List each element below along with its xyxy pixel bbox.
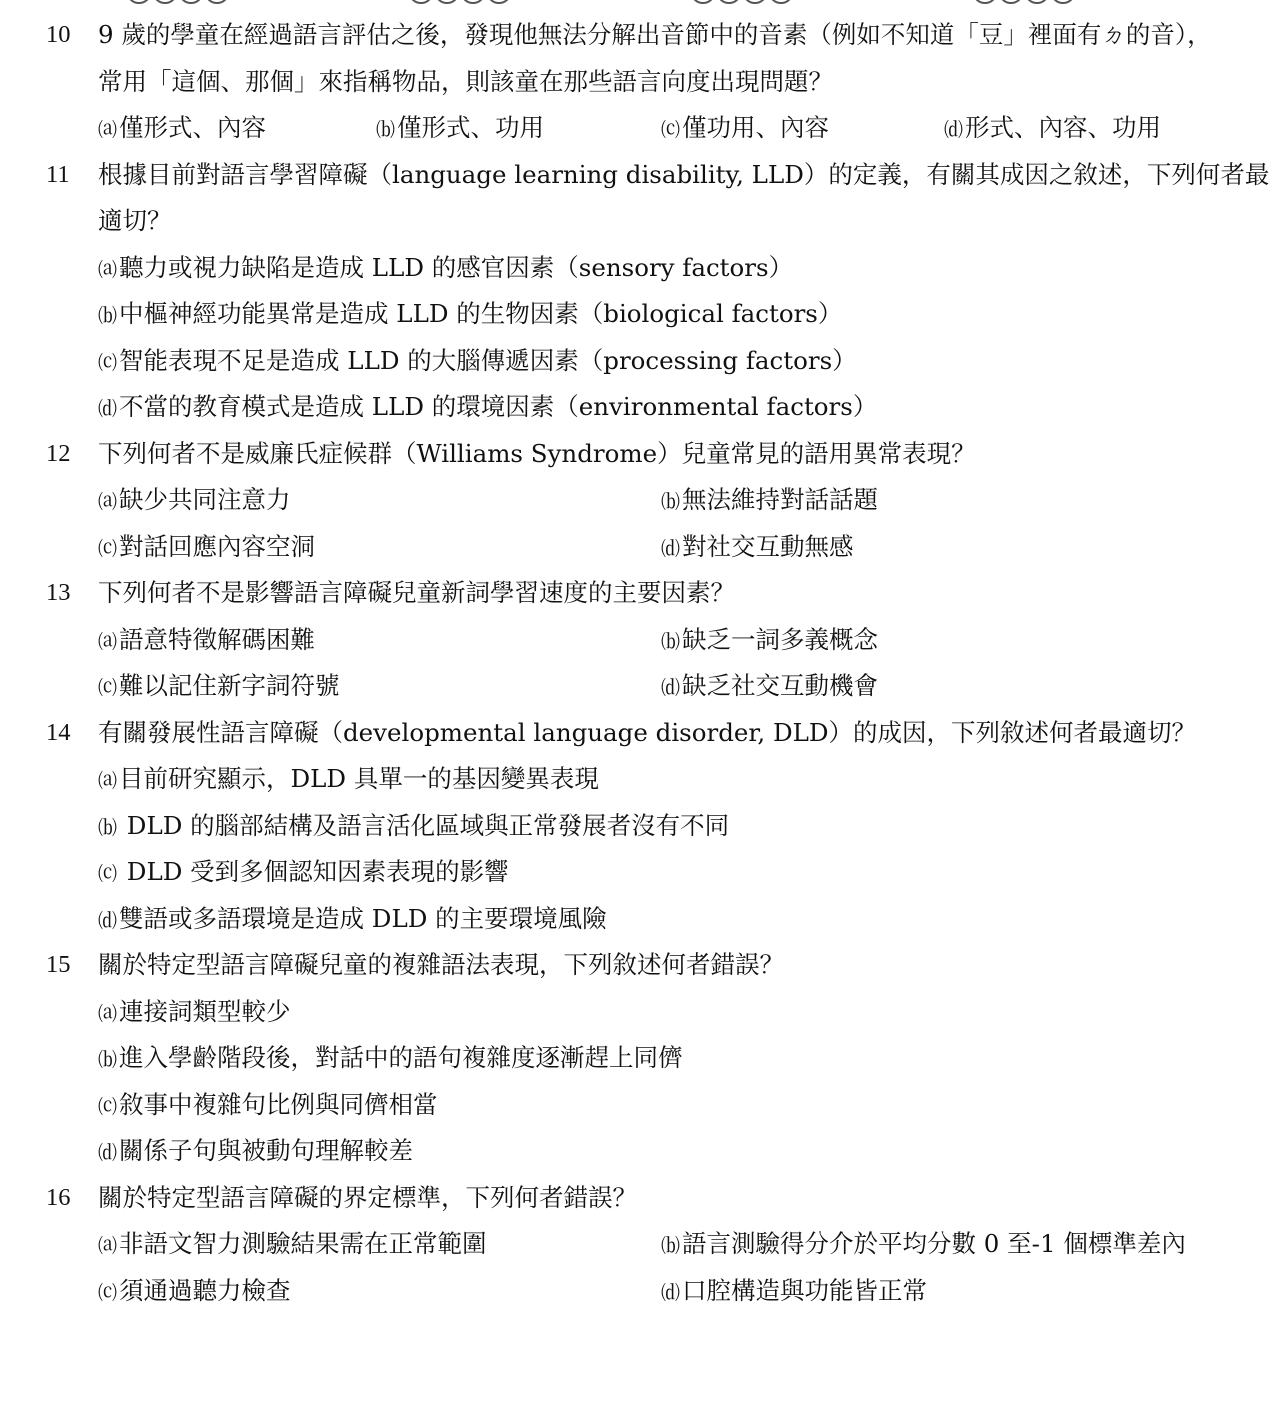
option-c: [98, 1082, 438, 1131]
option-label: ⒜: [98, 770, 118, 792]
question-number: 15: [46, 951, 71, 978]
option-c: [98, 849, 509, 898]
option-d: [98, 1128, 413, 1177]
option-b: [661, 477, 878, 526]
option-label: ⒜: [98, 258, 118, 281]
option-text: 缺乏一詞多義概念: [682, 624, 879, 654]
option-text: 對話回應內容空洞: [119, 531, 316, 561]
option-label: ⒟: [661, 1281, 681, 1304]
option-a: [98, 617, 315, 666]
option-label: ⒝: [98, 816, 118, 839]
question-number: 16: [46, 1183, 71, 1211]
option-label: ⒟: [661, 677, 681, 699]
option-text: 僅形式、功用: [397, 113, 545, 142]
option-text: 須通過聽力檢查: [119, 1275, 291, 1305]
option-label: ⒞: [661, 119, 681, 141]
option-a: [98, 245, 793, 294]
question-number: 13: [46, 579, 71, 606]
option-b: [98, 803, 729, 852]
option-text: 缺乏社交互動機會: [682, 671, 879, 700]
question-number: 14: [46, 718, 71, 746]
option-d: [98, 896, 607, 945]
option-d: [944, 105, 1161, 154]
option-text: 雙語或多語環境是造成 DLD 的主要環境風險: [119, 903, 607, 933]
option-label: ⒟: [98, 909, 118, 932]
option-label: ⒟: [98, 398, 118, 420]
option-b: [98, 1035, 683, 1084]
option-label: ⒝: [661, 491, 681, 513]
option-text: 目前研究顯示，DLD 具單一的基因變異表現: [119, 764, 599, 793]
question-16: [0, 1175, 1274, 1315]
question-stem: 根據目前對語言學習障礙（language learning disability, LLD）的定義，有關其成因之敘述，下列何者最: [98, 159, 1270, 189]
option-label: ⒞: [98, 1095, 118, 1118]
option-label: ⒝: [98, 305, 118, 327]
option-label: ⒟: [98, 1142, 118, 1164]
option-label: ⒞: [98, 1281, 118, 1304]
option-label: ⒜: [98, 1235, 118, 1257]
option-text: 無法維持對話話題: [682, 485, 879, 514]
option-text: 僅功用、內容: [682, 113, 830, 142]
option-a: [98, 756, 599, 805]
question-10: [0, 12, 1274, 152]
option-label: ⒝: [376, 119, 396, 141]
question-stem: 下列何者不是威廉氏症候群（Williams Syndrome）兒童常見的語用異常表現？: [98, 438, 976, 468]
question-stem: 關於特定型語言障礙的界定標準，下列何者錯誤？: [98, 1182, 637, 1212]
option-b: [661, 617, 878, 666]
option-label: ⒝: [98, 1049, 118, 1071]
option-c: [98, 1268, 291, 1317]
previous-page-answer-marks: [0, 0, 1274, 6]
option-text: 語意特徵解碼困難: [119, 624, 316, 654]
option-c: [98, 338, 857, 387]
option-label: ⒜: [98, 491, 118, 513]
option-b: [376, 105, 544, 154]
option-text: 難以記住新字詞符號: [119, 671, 340, 700]
option-d: [98, 384, 877, 433]
option-text: DLD 受到多個認知因素表現的影響: [119, 857, 509, 886]
option-text: 口腔構造與功能皆正常: [682, 1275, 928, 1305]
option-a: [98, 989, 291, 1038]
question-12: [0, 431, 1274, 571]
question-stem-continued: 適切？: [98, 206, 172, 235]
question-stem: 有關發展性語言障礙（developmental language disorder, DLD）的成因，下列敘述何者最適切？: [98, 717, 1197, 747]
option-d: [661, 524, 854, 573]
option-text: 中樞神經功能異常是造成 LLD 的生物因素（biological factors）: [119, 299, 843, 328]
option-label: ⒟: [944, 119, 964, 141]
option-label: ⒝: [661, 630, 681, 653]
question-number: 11: [46, 160, 70, 188]
question-stem: 9 歲的學童在經過語言評估之後，發現他無法分解出音節中的音素（例如不知道「豆」裡面有ㄉ的音），: [98, 20, 1212, 49]
option-text: 連接詞類型較少: [119, 996, 291, 1026]
question-14: [0, 710, 1274, 943]
option-a: [98, 1221, 487, 1270]
question-11: [0, 152, 1274, 431]
option-text: DLD 的腦部結構及語言活化區域與正常發展者沒有不同: [119, 810, 730, 840]
option-label: ⒜: [98, 1002, 118, 1025]
option-c: [98, 663, 340, 712]
option-label: ⒜: [98, 630, 118, 653]
option-b: [98, 291, 842, 340]
option-label: ⒞: [98, 537, 118, 560]
option-label: ⒞: [98, 677, 118, 699]
option-text: 僅形式、內容: [119, 113, 267, 142]
option-label: ⒟: [661, 537, 681, 560]
option-c: [661, 105, 829, 154]
option-text: 不當的教育模式是造成 LLD 的環境因素（environmental factors）: [119, 392, 878, 421]
option-a: [98, 477, 291, 526]
question-stem: 下列何者不是影響語言障礙兒童新詞學習速度的主要因素？: [98, 578, 735, 607]
option-c: [98, 524, 315, 573]
question-stem-continued: 常用「這個、那個」來指稱物品，則該童在那些語言向度出現問題？: [98, 66, 833, 96]
question-13: [0, 570, 1274, 710]
question-number: 12: [46, 439, 71, 467]
option-text: 語言測驗得分介於平均分數 0 至-1 個標準差內: [682, 1229, 1186, 1258]
option-text: 敘事中複雜句比例與同儕相當: [119, 1089, 438, 1119]
option-d: [661, 1268, 927, 1317]
option-label: ⒞: [98, 351, 118, 374]
option-b: [661, 1221, 1186, 1270]
option-label: ⒜: [98, 119, 118, 141]
option-d: [661, 663, 878, 712]
option-text: 聽力或視力缺陷是造成 LLD 的感官因素（sensory factors）: [119, 252, 794, 282]
option-text: 非語文智力測驗結果需在正常範圍: [119, 1229, 487, 1258]
option-text: 形式、內容、功用: [965, 113, 1162, 142]
option-text: 智能表現不足是造成 LLD 的大腦傳遞因素（processing factors）: [119, 345, 857, 375]
option-text: 關係子句與被動句理解較差: [119, 1136, 414, 1165]
option-label: ⒝: [661, 1235, 681, 1257]
option-text: 進入學齡階段後，對話中的語句複雜度逐漸趕上同儕: [119, 1043, 683, 1072]
option-text: 對社交互動無感: [682, 531, 854, 561]
question-number: 10: [46, 21, 71, 48]
option-label: ⒞: [98, 863, 118, 885]
question-15: [0, 942, 1274, 1175]
question-list: [0, 12, 1274, 1314]
option-a: [98, 105, 266, 154]
question-stem: 關於特定型語言障礙兒童的複雜語法表現，下列敘述何者錯誤？: [98, 950, 784, 979]
option-text: 缺少共同注意力: [119, 485, 291, 514]
